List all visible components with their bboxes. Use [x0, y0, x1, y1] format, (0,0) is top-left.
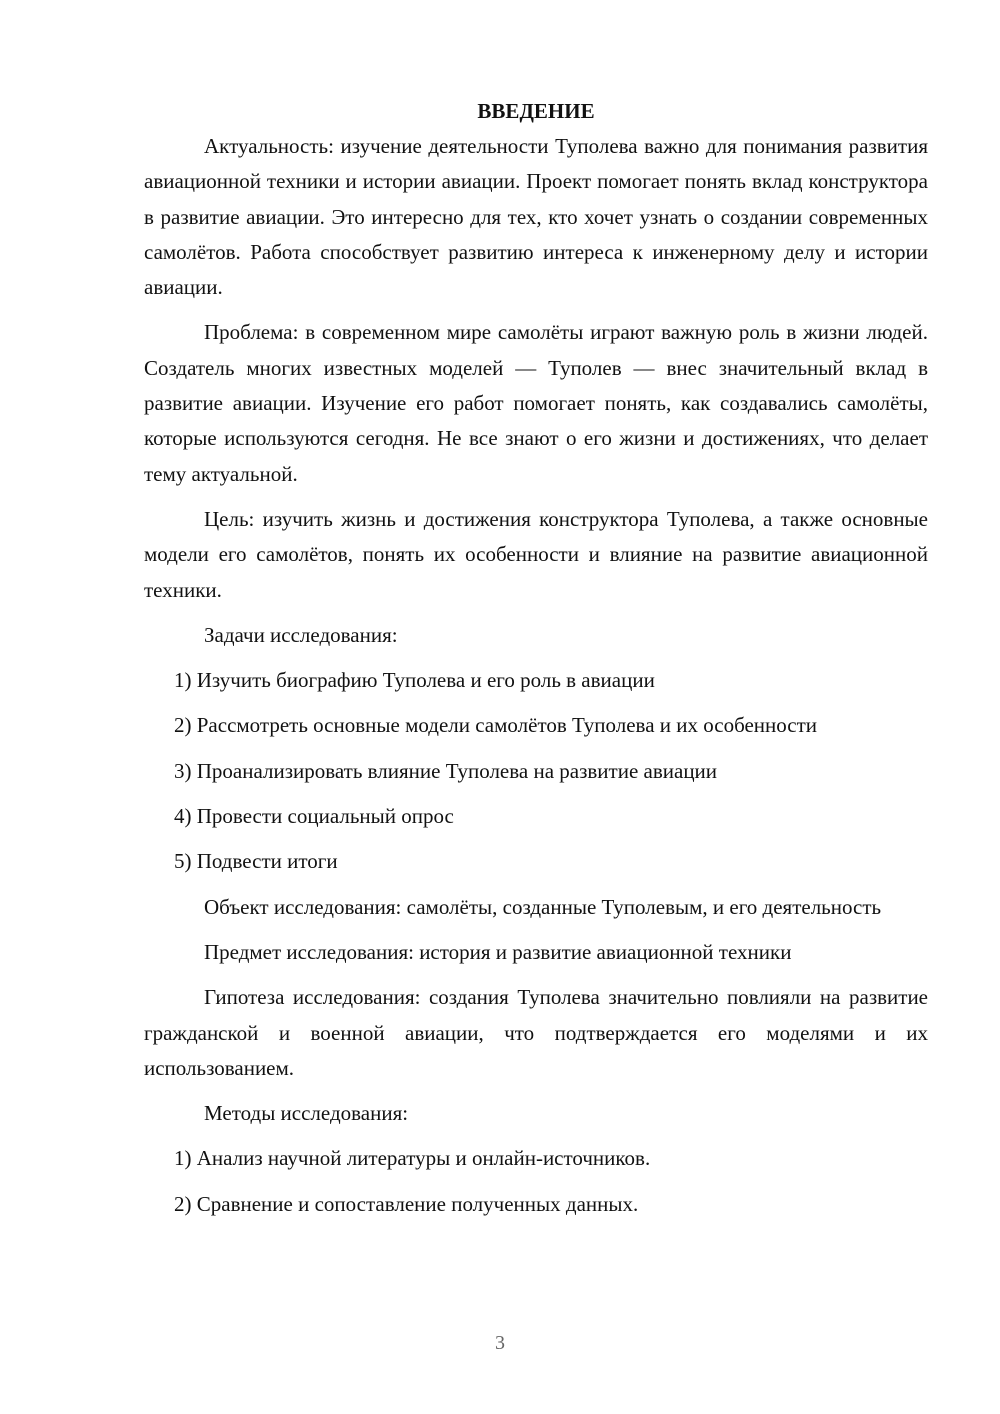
- document-title: ВВЕДЕНИЕ: [477, 99, 595, 123]
- tasks-heading: Задачи исследования:: [204, 622, 398, 647]
- task-item-2: 2) Рассмотреть основные модели самолётов Туполева и их особенности: [174, 713, 818, 738]
- method-item-1: 1) Анализ научной литературы и онлайн-источников.: [174, 1146, 651, 1171]
- problem-paragraph: Проблема: в современном мире самолёты играют важную роль в жизни людей. Создатель многих известных моделей — Туполев — внес значительный вклад в развитие авиации. Изучение его работ помогает понять, как создавались самолёты, которые используются сегодня. Не все знают о его жизни и достижениях, что делает тему актуальной.: [144, 320, 928, 486]
- task-item-3: 3) Проанализировать влияние Туполева на развитие авиации: [174, 758, 718, 783]
- relevance-paragraph: Актуальность: изучение деятельности Туполева важно для понимания развития авиационной техники и истории авиации. Проект помогает понять вклад конструктора в развитие авиации. Это интересно для тех, кто хочет узнать о создании современных самолётов. Работа способствует развитию интереса к инженерному делу и истории авиации.: [144, 134, 928, 300]
- hypothesis-paragraph: Гипотеза исследования: создания Туполева значительно повлияли на развитие гражданской и военной авиации, что подтверждается его моделями и их использованием.: [144, 985, 928, 1080]
- method-item-2: 2) Сравнение и сопоставление полученных данных.: [174, 1191, 639, 1216]
- task-item-1: 1) Изучить биографию Туполева и его роль в авиации: [174, 668, 655, 693]
- object-paragraph: Объект исследования: самолёты, созданные Туполевым, и его деятельность: [204, 894, 882, 919]
- document-page: [144, 94, 928, 1232]
- task-item-4: 4) Провести социальный опрос: [174, 804, 454, 829]
- methods-heading: Методы исследования:: [204, 1101, 409, 1126]
- page-number: 3: [495, 1332, 505, 1354]
- task-item-5: 5) Подвести итоги: [174, 849, 338, 874]
- subject-paragraph: Предмет исследования: история и развитие авиационной техники: [204, 939, 792, 964]
- goal-paragraph: Цель: изучить жизнь и достижения конструктора Туполева, а также основные модели его самолётов, понять их особенности и влияние на развитие авиационной техники.: [144, 506, 928, 602]
